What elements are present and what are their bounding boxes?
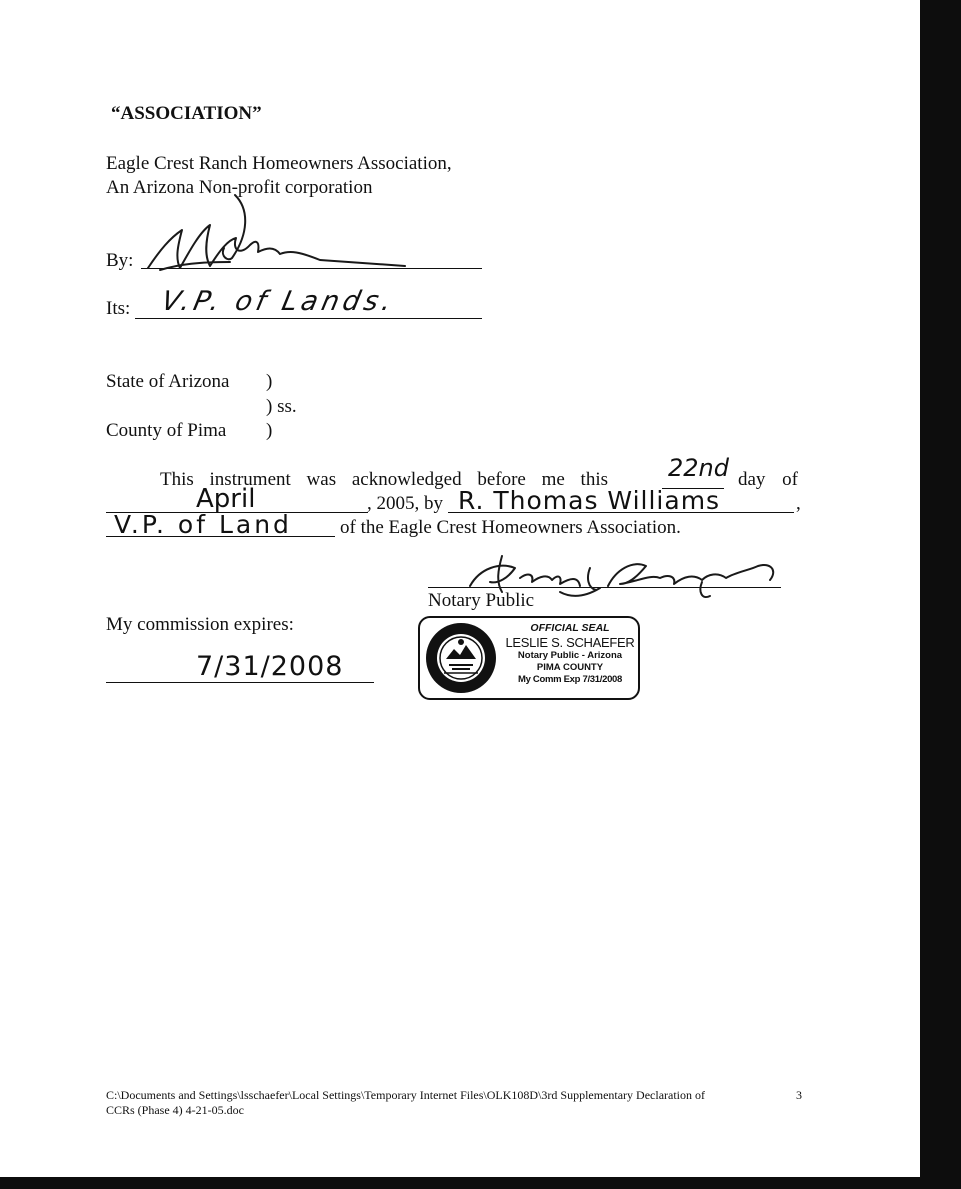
its-label: Its:: [106, 298, 131, 319]
commission-date-line: [106, 682, 374, 683]
year-by-text: , 2005, by: [367, 493, 443, 514]
seal-title: OFFICIAL SEAL: [530, 622, 610, 634]
seal-county: PIMA COUNTY: [536, 662, 604, 673]
day-handwritten: 22nd: [668, 454, 729, 482]
seal-expires: My Comm Exp 7/31/2008: [517, 674, 623, 685]
title-handwritten: V.P. of Land: [114, 510, 292, 539]
commission-label: My commission expires:: [106, 614, 294, 635]
by-label: By:: [106, 250, 134, 271]
scan-border-bottom: [0, 1177, 961, 1189]
seal-role: Notary Public - Arizona: [517, 650, 623, 661]
scan-border-right: [920, 0, 961, 1189]
by-signature-image: [140, 190, 440, 280]
association-name: Eagle Crest Ranch Homeowners Association,: [106, 153, 452, 174]
notary-public-label: Notary Public: [428, 590, 535, 611]
county-label: County of Pima: [106, 420, 227, 441]
association-type: An Arizona Non-profit corporation: [106, 177, 373, 198]
page-number: 3: [796, 1088, 802, 1102]
day-of-text: day of: [738, 469, 799, 490]
venue-paren-bottom: ): [266, 420, 273, 441]
section-heading: “ASSOCIATION”: [111, 103, 262, 124]
its-line: [135, 318, 482, 319]
its-handwritten-title: V.P. of Lands.: [158, 286, 399, 317]
venue-paren-top: ): [266, 371, 273, 392]
org-suffix: of the Eagle Crest Homeowners Association.: [340, 517, 681, 538]
seal-name: LESLIE S. SCHAEFER: [505, 635, 635, 650]
state-label: State of Arizona: [106, 371, 230, 392]
ack-line1-prefix: This instrument was acknowledged before me this: [160, 469, 609, 490]
month-handwritten: April: [196, 484, 256, 514]
name-comma: ,: [796, 493, 801, 514]
official-seal-stamp: [418, 616, 640, 700]
venue-ss: ) ss.: [266, 396, 297, 417]
footer-path-line2: CCRs (Phase 4) 4-21-05.doc: [106, 1103, 244, 1117]
arizona-seal-emblem-icon: [424, 621, 498, 695]
commission-date-handwritten: 7/31/2008: [196, 651, 344, 682]
name-handwritten: R. Thomas Williams: [458, 486, 721, 515]
footer-path-line1: C:\Documents and Settings\lsschaefer\Local Settings\Temporary Internet Files\OLK108D\3rd Supplementary Declaration of: [106, 1088, 706, 1102]
